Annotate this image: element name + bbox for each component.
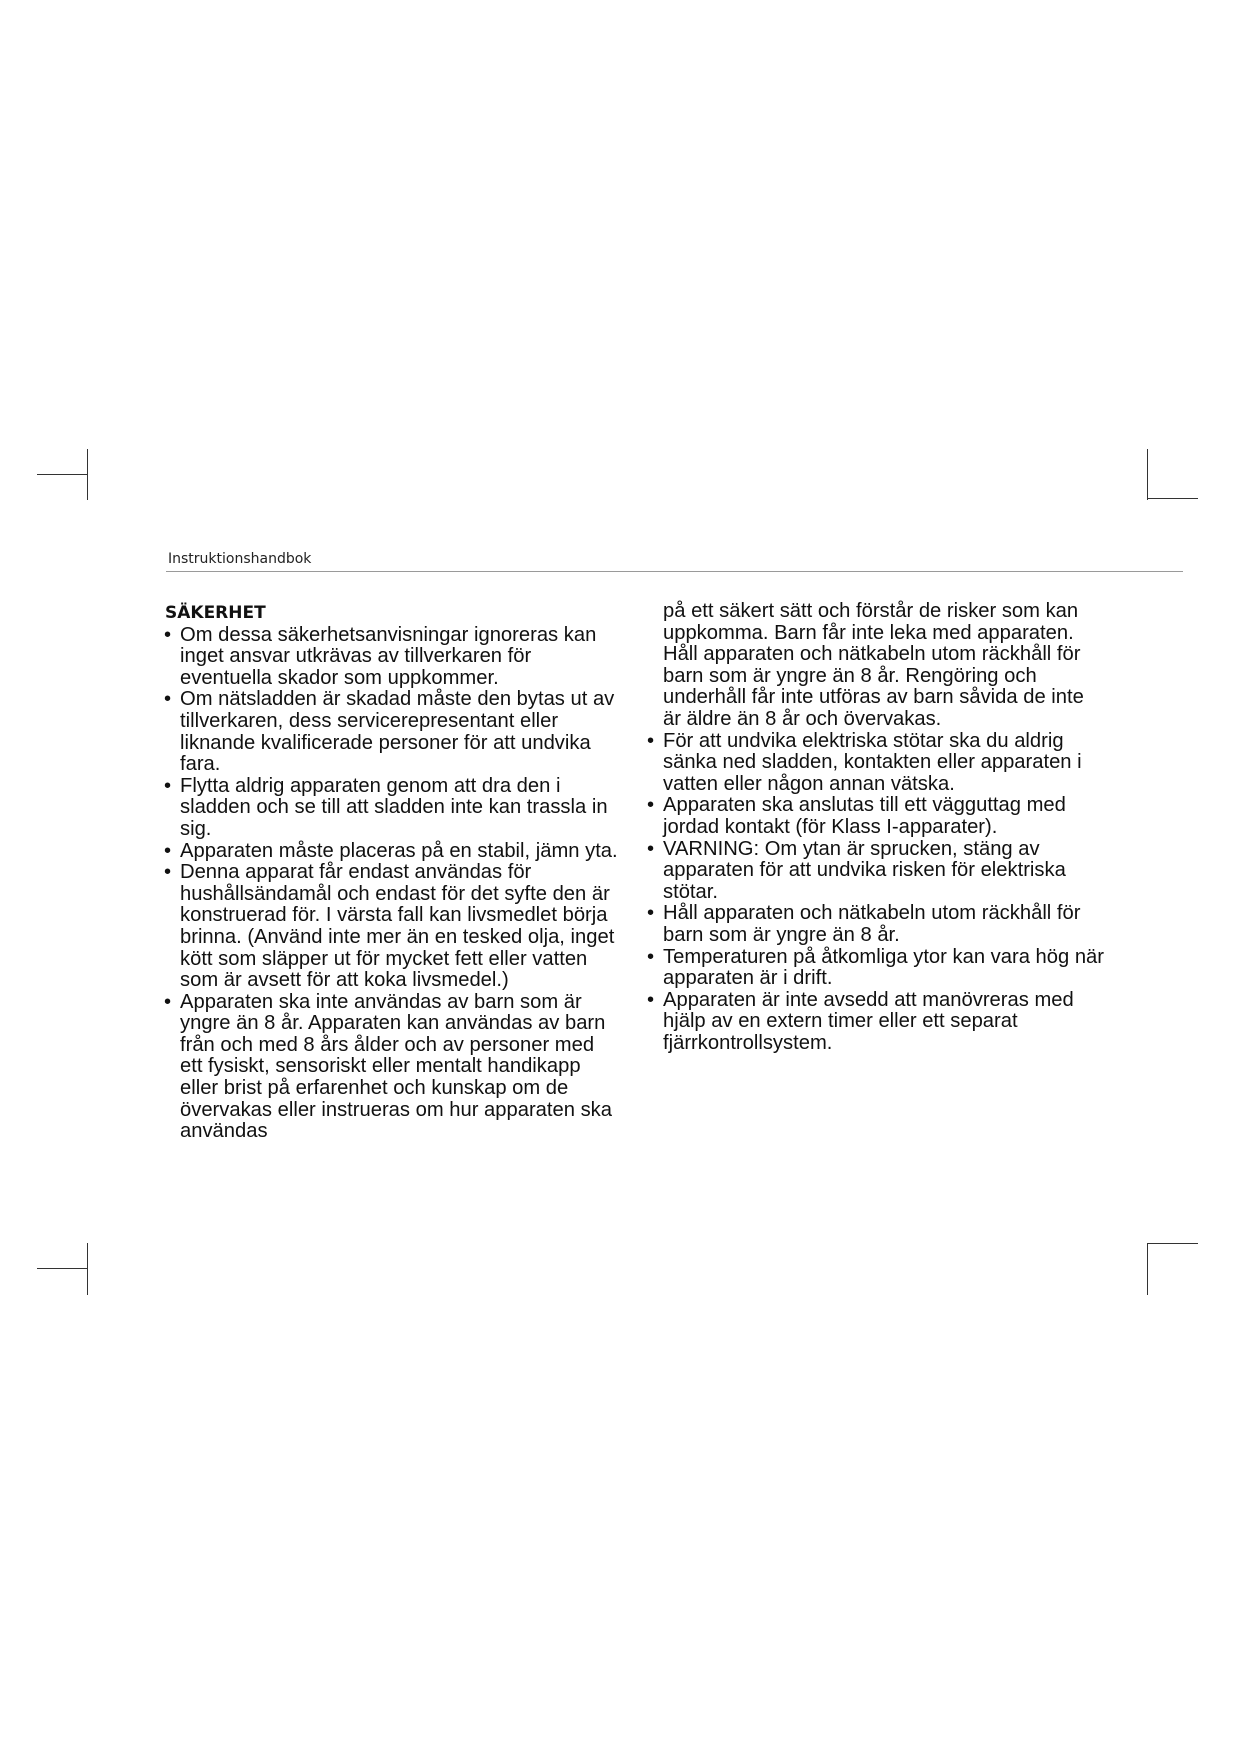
crop-line	[37, 1268, 88, 1269]
crop-line	[1147, 1243, 1148, 1295]
left-column	[162, 603, 622, 1143]
safety-item: • Om dessa säkerhetsanvisningar ignoreras kan inget ansvar utkrävas av tillverkaren för eventuella skador som uppkommer.	[162, 625, 622, 690]
crop-line	[1147, 498, 1198, 499]
safety-item: • Denna apparat får endast användas för hushållsändamål och endast för det syfte den är konstruerad för. I värsta fall kan livsmedlet börja brinna. (Använd inte mer än en tesked olja, inget kött som släpper ut för mycket fett eller vatten som är avsett för att koka livsmedel.)	[162, 862, 622, 992]
safety-item: • Apparaten ska inte användas av barn som är yngre än 8 år. Apparaten kan användas av barn från och med 8 års ålder och av personer med ett fysiskt, sensoriskt eller mentalt handikapp eller brist på erfarenhet och kunskap om de övervakas eller instrueras om hur apparaten ska användas	[162, 992, 622, 1143]
safety-item: • För att undvika elektriska stötar ska du aldrig sänka ned sladden, kontakten eller apparaten i vatten eller någon annan vätska.	[645, 731, 1105, 796]
safety-item: • Temperaturen på åtkomliga ytor kan vara hög när apparaten är i drift.	[645, 947, 1105, 990]
crop-line	[37, 474, 88, 475]
crop-line	[87, 449, 88, 500]
safety-item: • Apparaten ska anslutas till ett vägguttag med jordad kontakt (för Klass I-apparater).	[645, 795, 1105, 838]
crop-line	[1147, 449, 1148, 500]
crop-line	[87, 1243, 88, 1295]
manual-header-label: Instruktionshandbok	[168, 551, 312, 567]
safety-item: • Håll apparaten och nätkabeln utom räckhåll för barn som är yngre än 8 år.	[645, 903, 1105, 946]
safety-item: • Om nätsladden är skadad måste den bytas ut av tillverkaren, dess servicerepresentant eller liknande kvalificerade personer för att undvika fara.	[162, 689, 622, 775]
safety-item: • Apparaten måste placeras på en stabil, jämn yta.	[162, 841, 622, 863]
section-title: SÄKERHET	[165, 603, 266, 623]
safety-item: • VARNING: Om ytan är sprucken, stäng av apparaten för att undvika risken för elektriska stötar.	[645, 839, 1105, 904]
safety-item: • Flytta aldrig apparaten genom att dra den i sladden och se till att sladden inte kan trassla in sig.	[162, 776, 622, 841]
header-divider	[166, 571, 1183, 572]
safety-item: • Apparaten är inte avsedd att manövreras med hjälp av en extern timer eller ett separat fjärrkontrollsystem.	[645, 990, 1105, 1055]
safety-item-continuation: på ett säkert sätt och förstår de risker som kan uppkomma. Barn får inte leka med apparaten. Håll apparaten och nätkabeln utom räckhåll för barn som är yngre än 8 år. Rengöring och underhåll får inte utföras av barn såvida de inte är äldre än 8 år och övervakas.	[663, 600, 1084, 730]
crop-line	[1147, 1243, 1198, 1244]
right-column	[645, 601, 1105, 1054]
